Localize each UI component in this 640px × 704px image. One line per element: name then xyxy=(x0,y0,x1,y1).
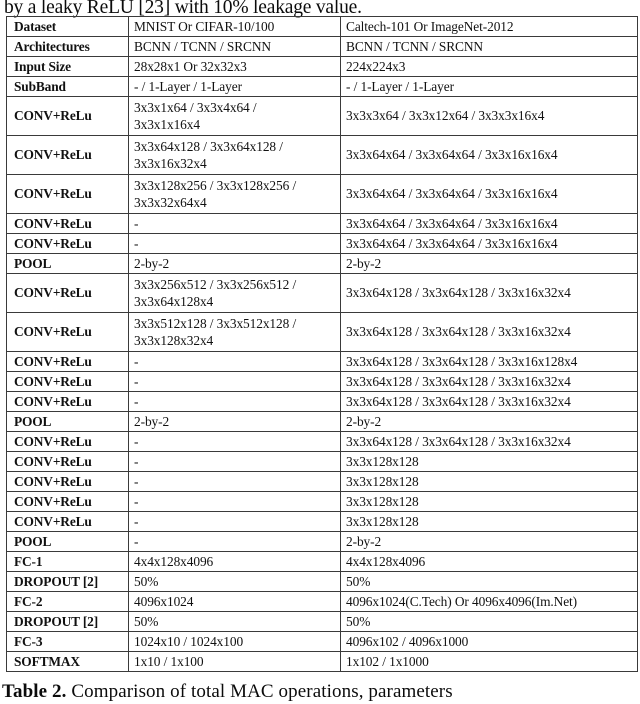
cell-line: 3x3x128x32x4 xyxy=(134,332,214,348)
layer-name-cell: FC-3 xyxy=(7,632,129,652)
table-row xyxy=(7,552,638,572)
small-dataset-cell: - xyxy=(129,214,341,234)
small-dataset-cell: - / 1-Layer / 1-Layer xyxy=(129,77,341,97)
table-row xyxy=(7,372,638,392)
small-dataset-cell: 1x10 / 1x100 xyxy=(129,652,341,672)
large-dataset-cell: 3x3x128x128 xyxy=(341,492,638,512)
table-row xyxy=(7,592,638,612)
large-dataset-cell: - / 1-Layer / 1-Layer xyxy=(341,77,638,97)
large-dataset-cell: 3x3x64x128 / 3x3x64x128 / 3x3x16x32x4 xyxy=(341,313,638,352)
table-row xyxy=(7,532,638,552)
small-dataset-cell: - xyxy=(129,492,341,512)
cell-line: 3x3x64x128x4 xyxy=(134,293,214,309)
network-architecture-table xyxy=(6,16,638,672)
caption-text: Comparison of total MAC operations, parameters xyxy=(71,681,453,702)
cell-line: 3x3x16x32x4 xyxy=(134,155,207,171)
table-row xyxy=(7,512,638,532)
layer-name-cell: DROPOUT [2] xyxy=(7,572,129,592)
cell-line: 3x3x256x512 / 3x3x256x512 / xyxy=(134,276,297,292)
table-row xyxy=(7,234,638,254)
layer-name-cell: FC-1 xyxy=(7,552,129,572)
large-dataset-cell: 3x3x128x128 xyxy=(341,472,638,492)
large-dataset-cell: 3x3x3x64 / 3x3x12x64 / 3x3x3x16x4 xyxy=(341,97,638,136)
small-dataset-cell xyxy=(129,97,341,136)
table-row xyxy=(7,392,638,412)
large-dataset-cell: 4096x1024(C.Tech) Or 4096x4096(Im.Net) xyxy=(341,592,638,612)
layer-name-cell: CONV+ReLu xyxy=(7,274,129,313)
small-dataset-cell xyxy=(129,175,341,214)
large-dataset-cell: 2-by-2 xyxy=(341,254,638,274)
small-dataset-cell: - xyxy=(129,352,341,372)
large-dataset-cell: 4096x102 / 4096x1000 xyxy=(341,632,638,652)
table-row xyxy=(7,57,638,77)
small-dataset-cell: 2-by-2 xyxy=(129,412,341,432)
table-row xyxy=(7,214,638,234)
large-dataset-cell: 4x4x128x4096 xyxy=(341,552,638,572)
small-dataset-cell: 50% xyxy=(129,612,341,632)
table-row xyxy=(7,175,638,214)
layer-name-cell: CONV+ReLu xyxy=(7,214,129,234)
table-row xyxy=(7,352,638,372)
table-body xyxy=(7,17,638,672)
small-dataset-cell: - xyxy=(129,392,341,412)
layer-name-cell: CONV+ReLu xyxy=(7,313,129,352)
layer-name-cell: Input Size xyxy=(7,57,129,77)
table-row xyxy=(7,632,638,652)
body-text-fragment: by a leaky ReLU [23] with 10% leakage value. xyxy=(4,0,362,18)
large-dataset-cell: 3x3x64x128 / 3x3x64x128 / 3x3x16x32x4 xyxy=(341,274,638,313)
layer-name-cell: DROPOUT [2] xyxy=(7,612,129,632)
table-row xyxy=(7,452,638,472)
layer-name-cell: CONV+ReLu xyxy=(7,97,129,136)
table-caption xyxy=(2,681,638,703)
table-row xyxy=(7,97,638,136)
table-row xyxy=(7,572,638,592)
large-dataset-cell: 3x3x64x64 / 3x3x64x64 / 3x3x16x16x4 xyxy=(341,214,638,234)
layer-name-cell: POOL xyxy=(7,254,129,274)
layer-name-cell: CONV+ReLu xyxy=(7,372,129,392)
table-row xyxy=(7,77,638,97)
cell-line: 3x3x1x16x4 xyxy=(134,116,200,132)
large-dataset-cell: BCNN / TCNN / SRCNN xyxy=(341,37,638,57)
table-row xyxy=(7,412,638,432)
table-row xyxy=(7,313,638,352)
large-dataset-cell: 3x3x64x128 / 3x3x64x128 / 3x3x16x128x4 xyxy=(341,352,638,372)
large-dataset-cell: 3x3x64x64 / 3x3x64x64 / 3x3x16x16x4 xyxy=(341,234,638,254)
table-row xyxy=(7,37,638,57)
table-row xyxy=(7,136,638,175)
small-dataset-cell xyxy=(129,313,341,352)
layer-name-cell: CONV+ReLu xyxy=(7,392,129,412)
layer-name-cell: Architectures xyxy=(7,37,129,57)
cell-line: 3x3x32x64x4 xyxy=(134,194,207,210)
small-dataset-cell: - xyxy=(129,472,341,492)
small-dataset-cell: 28x28x1 Or 32x32x3 xyxy=(129,57,341,77)
layer-name-cell: CONV+ReLu xyxy=(7,472,129,492)
large-dataset-cell: 224x224x3 xyxy=(341,57,638,77)
small-dataset-cell: - xyxy=(129,432,341,452)
small-dataset-cell xyxy=(129,136,341,175)
table-row xyxy=(7,472,638,492)
layer-name-cell: SOFTMAX xyxy=(7,652,129,672)
table-row xyxy=(7,652,638,672)
small-dataset-cell: 4096x1024 xyxy=(129,592,341,612)
large-dataset-cell: 3x3x128x128 xyxy=(341,452,638,472)
caption-label: Table 2. xyxy=(2,681,67,702)
large-dataset-cell: 3x3x64x64 / 3x3x64x64 / 3x3x16x16x4 xyxy=(341,175,638,214)
small-dataset-cell: - xyxy=(129,512,341,532)
large-dataset-cell: 3x3x64x128 / 3x3x64x128 / 3x3x16x32x4 xyxy=(341,432,638,452)
small-dataset-cell: BCNN / TCNN / SRCNN xyxy=(129,37,341,57)
layer-name-cell: CONV+ReLu xyxy=(7,136,129,175)
layer-name-cell: POOL xyxy=(7,532,129,552)
layer-name-cell: CONV+ReLu xyxy=(7,492,129,512)
layer-name-cell: CONV+ReLu xyxy=(7,512,129,532)
layer-name-cell: CONV+ReLu xyxy=(7,432,129,452)
large-dataset-cell: 3x3x64x128 / 3x3x64x128 / 3x3x16x32x4 xyxy=(341,372,638,392)
layer-name-cell: FC-2 xyxy=(7,592,129,612)
small-dataset-cell: 4x4x128x4096 xyxy=(129,552,341,572)
layer-name-cell: SubBand xyxy=(7,77,129,97)
layer-name-cell: CONV+ReLu xyxy=(7,452,129,472)
table-row xyxy=(7,254,638,274)
table-row xyxy=(7,492,638,512)
small-dataset-cell: 1024x10 / 1024x100 xyxy=(129,632,341,652)
table-row xyxy=(7,432,638,452)
cell-line: 3x3x512x128 / 3x3x512x128 / xyxy=(134,315,297,331)
large-dataset-cell: 2-by-2 xyxy=(341,532,638,552)
large-dataset-cell: 2-by-2 xyxy=(341,412,638,432)
large-dataset-cell: 50% xyxy=(341,572,638,592)
table-row xyxy=(7,612,638,632)
large-dataset-cell: 1x102 / 1x1000 xyxy=(341,652,638,672)
layer-name-cell: CONV+ReLu xyxy=(7,234,129,254)
small-dataset-cell xyxy=(129,274,341,313)
large-dataset-cell: 3x3x128x128 xyxy=(341,512,638,532)
small-dataset-cell: - xyxy=(129,372,341,392)
large-dataset-cell: Caltech-101 Or ImageNet-2012 xyxy=(341,17,638,37)
small-dataset-cell: MNIST Or CIFAR-10/100 xyxy=(129,17,341,37)
layer-name-cell: Dataset xyxy=(7,17,129,37)
small-dataset-cell: - xyxy=(129,532,341,552)
small-dataset-cell: 2-by-2 xyxy=(129,254,341,274)
cell-line: 3x3x1x64 / 3x3x4x64 / xyxy=(134,99,257,115)
large-dataset-cell: 3x3x64x128 / 3x3x64x128 / 3x3x16x32x4 xyxy=(341,392,638,412)
table-row xyxy=(7,17,638,37)
table-container xyxy=(6,16,637,672)
layer-name-cell: CONV+ReLu xyxy=(7,175,129,214)
small-dataset-cell: - xyxy=(129,234,341,254)
table-row xyxy=(7,274,638,313)
small-dataset-cell: - xyxy=(129,452,341,472)
layer-name-cell: CONV+ReLu xyxy=(7,352,129,372)
large-dataset-cell: 3x3x64x64 / 3x3x64x64 / 3x3x16x16x4 xyxy=(341,136,638,175)
layer-name-cell: POOL xyxy=(7,412,129,432)
cell-line: 3x3x128x256 / 3x3x128x256 / xyxy=(134,177,297,193)
cell-line: 3x3x64x128 / 3x3x64x128 / xyxy=(134,138,283,154)
small-dataset-cell: 50% xyxy=(129,572,341,592)
large-dataset-cell: 50% xyxy=(341,612,638,632)
